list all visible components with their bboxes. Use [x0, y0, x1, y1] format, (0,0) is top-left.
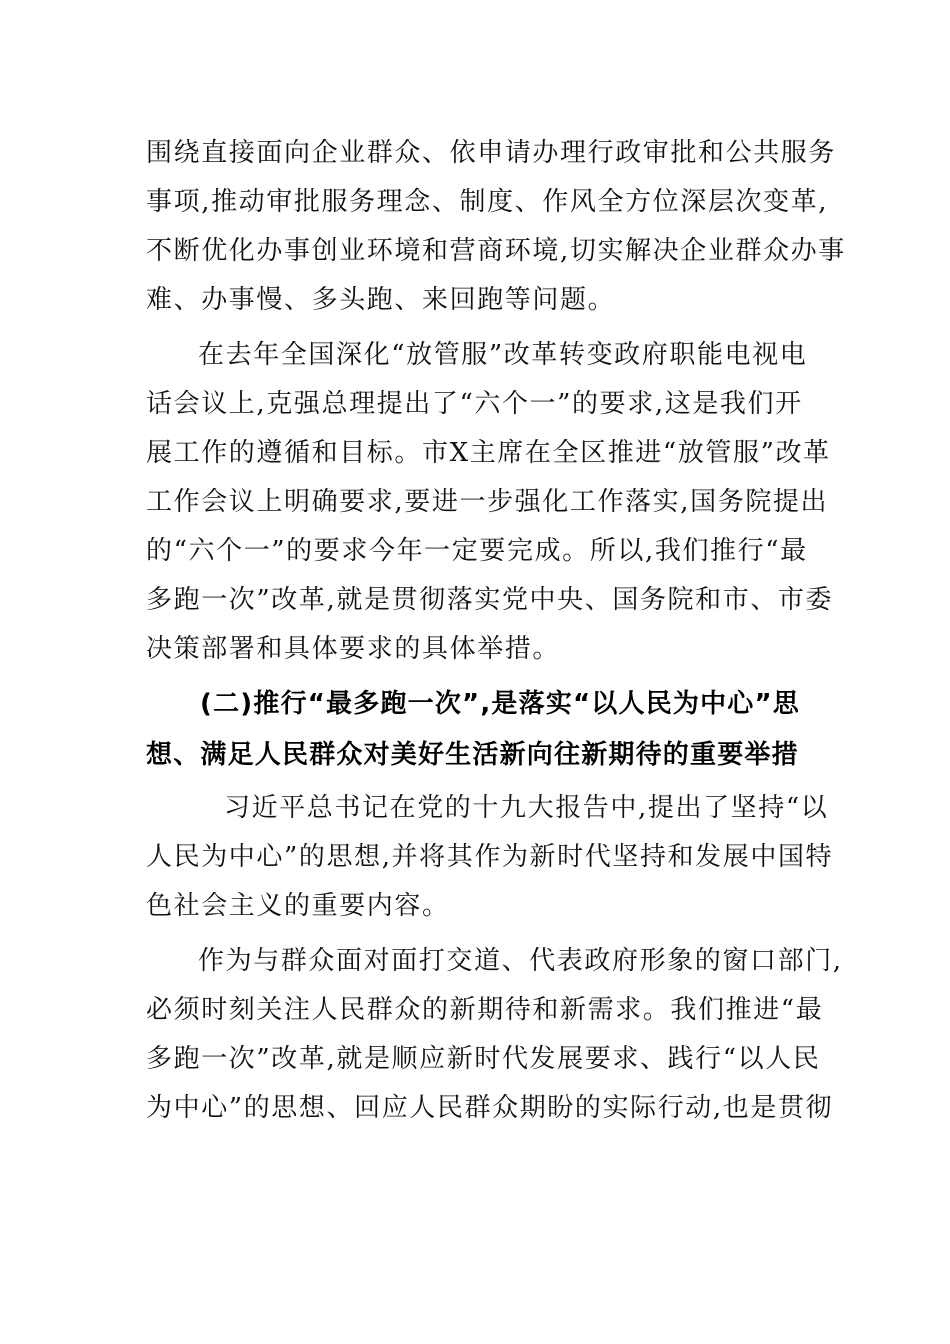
paragraph-4-line-3: 多跑一次”改革,就是顺应新时代发展要求、践行“以人民	[146, 1044, 821, 1074]
paragraph-3-line-1: 习近平总书记在党的十九大报告中,提出了坚持“以	[224, 793, 829, 823]
paragraph-3-line-3: 色社会主义的重要内容。	[146, 891, 450, 921]
paragraph-2-line-7: 决策部署和具体要求的具体举措。	[146, 634, 561, 664]
paragraph-2-line-4: 工作会议上明确要求,要进一步强化工作落实,国务院提出	[146, 487, 829, 517]
paragraph-4-line-1: 作为与群众面对面打交道、代表政府形象的窗口部门,	[198, 946, 843, 976]
paragraph-1-line-3: 不断优化办事创业环境和营商环境,切实解决企业群众办事	[146, 236, 846, 266]
paragraph-3-line-2: 人民为中心”的思想,并将其作为新时代坚持和发展中国特	[146, 842, 834, 872]
paragraph-4-line-4: 为中心”的思想、回应人民群众期盼的实际行动,也是贯彻	[146, 1093, 834, 1123]
paragraph-1-line-2: 事项,推动审批服务理念、制度、作风全方位深层次变革,	[146, 187, 829, 217]
paragraph-1-line-1: 围绕直接面向企业群众、依申请办理行政审批和公共服务	[146, 138, 837, 168]
section-heading-line-2: 想、满足人民群众对美好生活新向往新期待的重要举措	[146, 740, 799, 770]
section-heading-line-1: (二)推行“最多跑一次”,是落实“以人民为中心”思	[200, 689, 800, 719]
paragraph-2-line-1: 在去年全国深化“放管服”改革转变政府职能电视电	[198, 340, 808, 370]
paragraph-1-line-4: 难、办事慢、多头跑、来回跑等问题。	[146, 285, 616, 315]
paragraph-4-line-2: 必须时刻关注人民群众的新期待和新需求。我们推进“最	[146, 995, 824, 1025]
paragraph-2-line-3: 展工作的遵循和目标。市X主席在全区推进“放管服”改革	[146, 438, 831, 468]
paragraph-2-line-5: 的“六个一”的要求今年一定要完成。所以,我们推行“最	[146, 536, 808, 566]
paragraph-2-line-2: 话会议上,克强总理提出了“六个一”的要求,这是我们开	[146, 389, 803, 419]
paragraph-2-line-6: 多跑一次”改革,就是贯彻落实党中央、国务院和市、市委	[146, 585, 834, 615]
